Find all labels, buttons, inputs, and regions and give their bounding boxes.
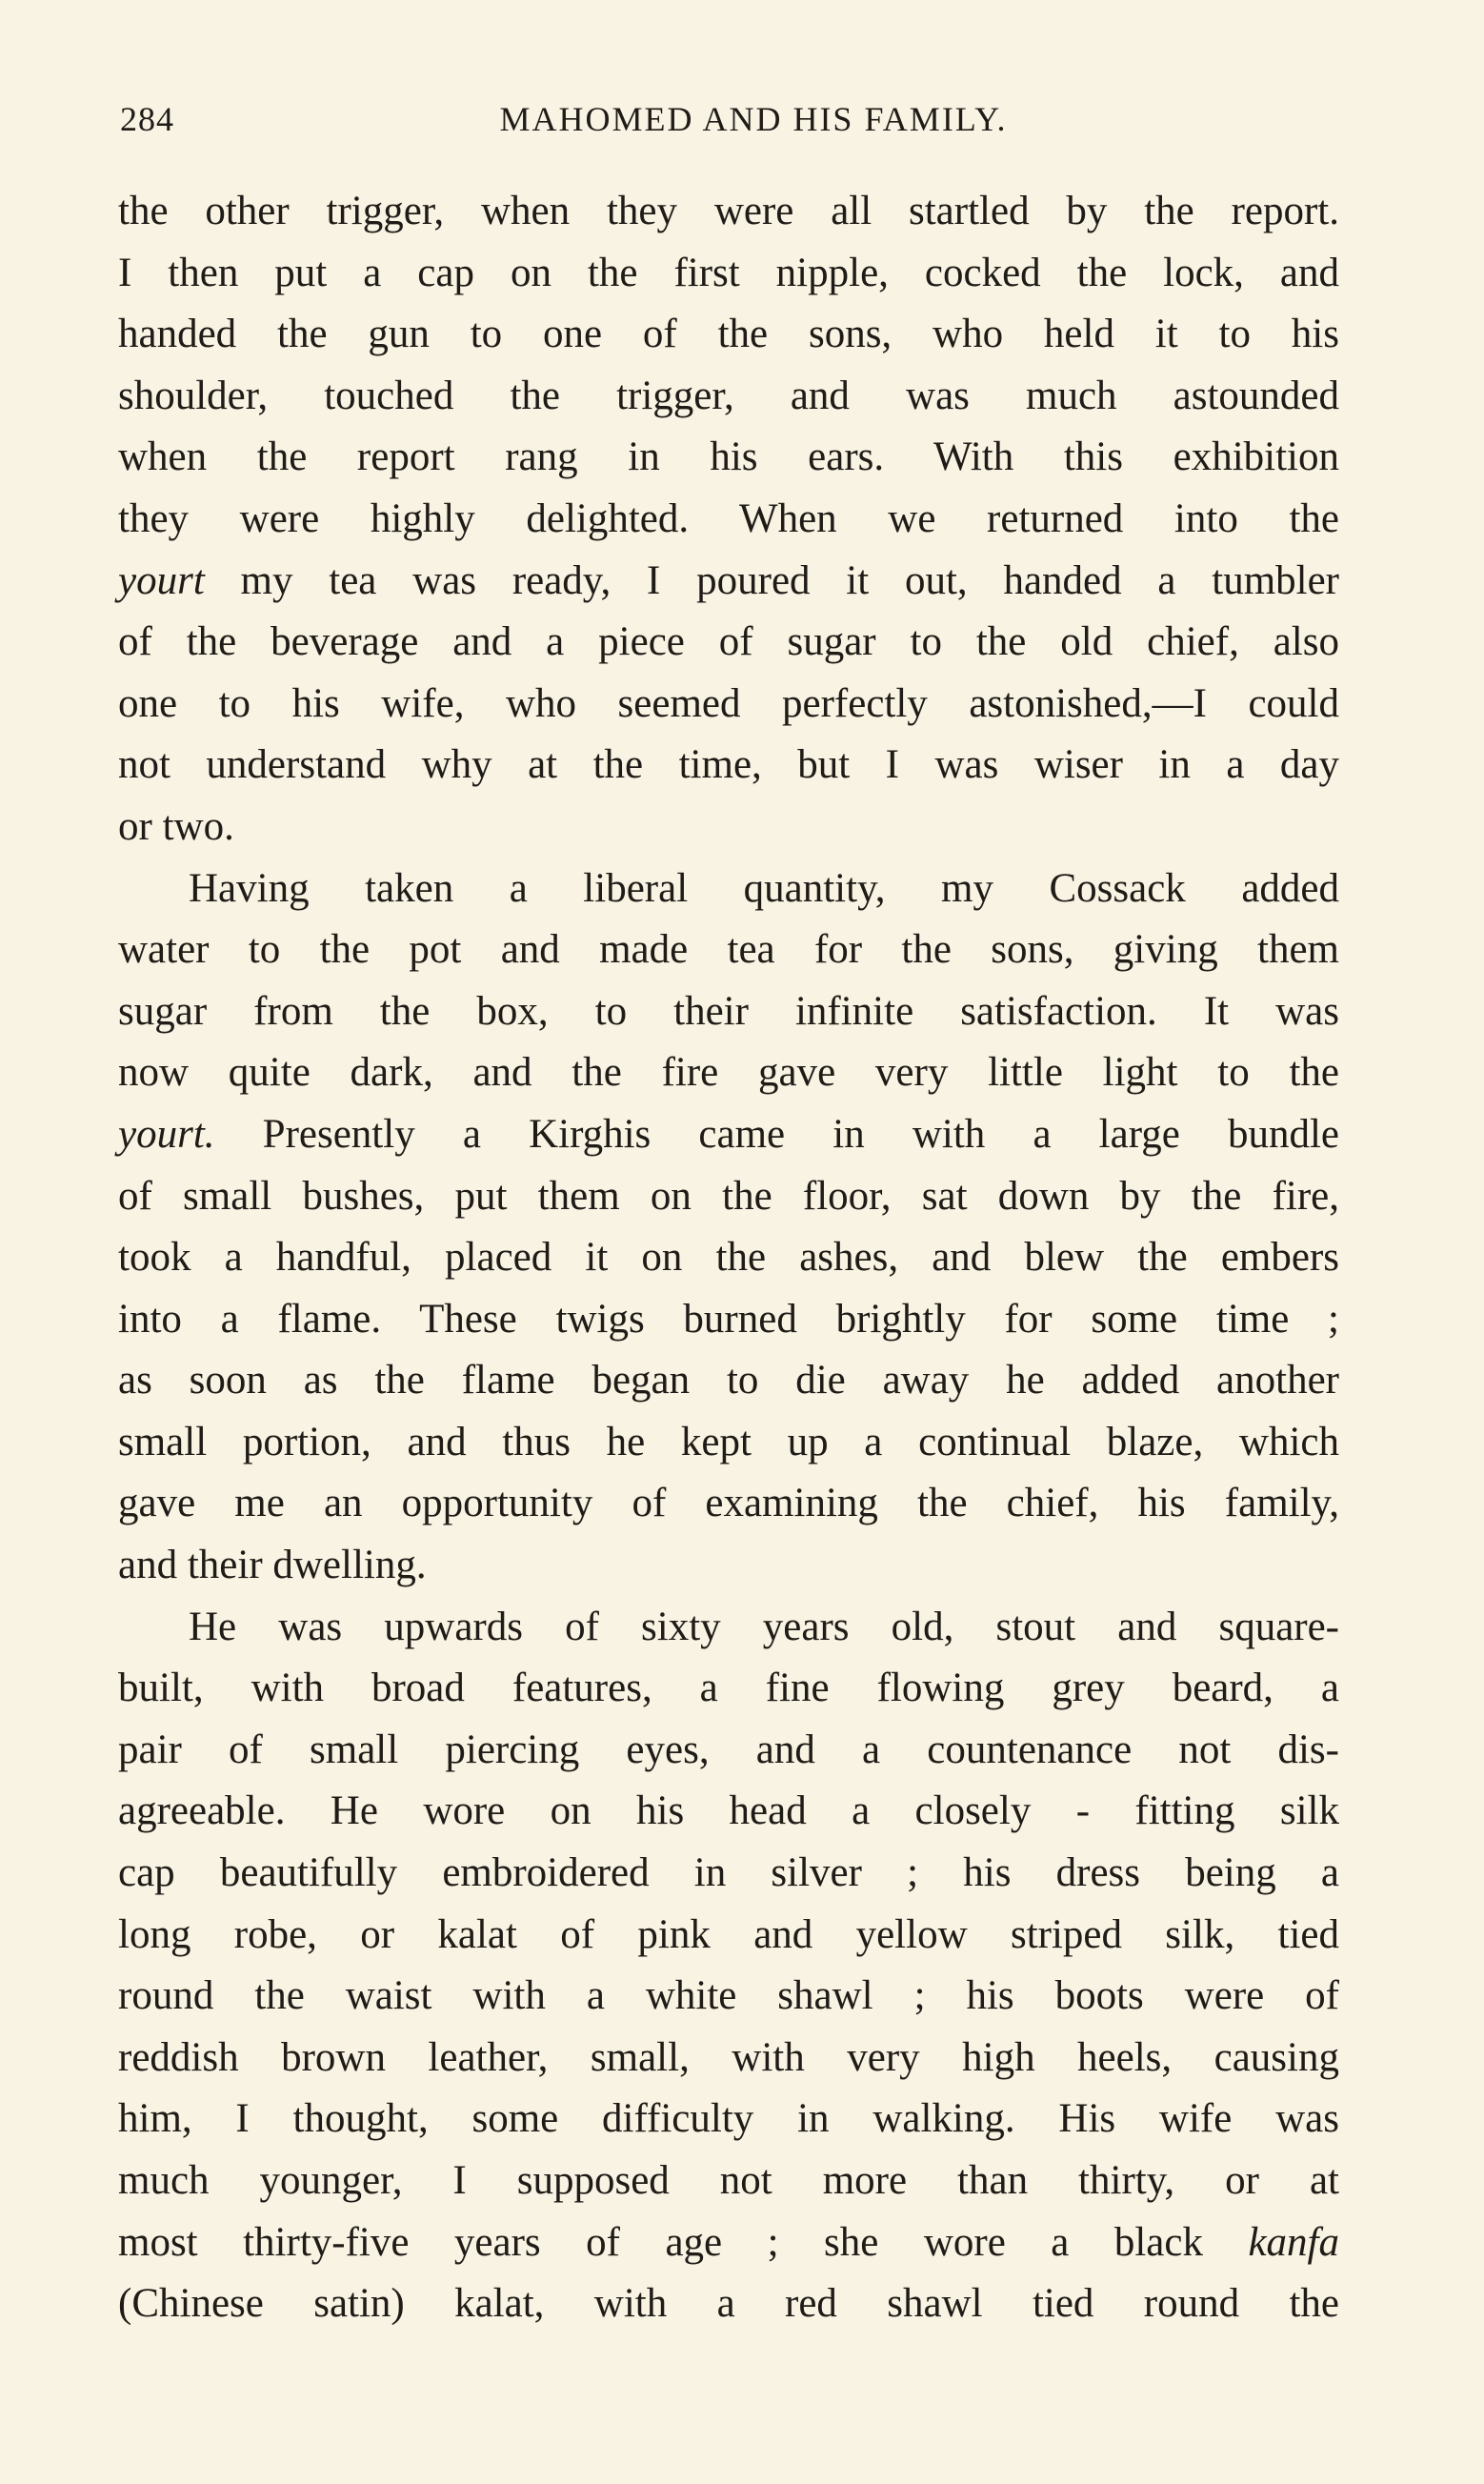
text-run: I then put a cap on the first nipple, cocked the lock, and bbox=[118, 250, 1339, 295]
text-run: reddish brown leather, small, with very high heels, causing bbox=[118, 2034, 1339, 2080]
text-run: Presently a Kirghis came in with a large bundle bbox=[214, 1111, 1339, 1157]
text-run: water to the pot and made tea for the sons, giving them bbox=[118, 927, 1339, 973]
text-run: most thirty-five years of age ; she wore a black bbox=[118, 2219, 1249, 2265]
text-line bbox=[118, 551, 1339, 613]
text-line bbox=[118, 735, 1339, 797]
text-run: when the report rang in his ears. With this exhibition bbox=[118, 434, 1339, 480]
text-line bbox=[118, 1658, 1339, 1720]
text-line bbox=[118, 1843, 1339, 1905]
text-line bbox=[118, 1166, 1339, 1228]
text-line bbox=[118, 919, 1339, 981]
text-run: my tea was ready, I poured it out, handed a tumbler bbox=[204, 557, 1339, 603]
text-run: (Chinese satin) kalat, with a red shawl tied round the bbox=[118, 2281, 1339, 2327]
text-run: pair of small piercing eyes, and a countenance not dis- bbox=[118, 1727, 1339, 1772]
text-line bbox=[118, 1473, 1339, 1535]
text-run: they were highly delighted. When we returned into the bbox=[118, 495, 1339, 541]
text-run: built, with broad features, a fine flowing grey beard, a bbox=[118, 1666, 1339, 1711]
text-line bbox=[118, 1720, 1339, 1782]
text-run: gave me an opportunity of examining the chief, his family, bbox=[118, 1481, 1339, 1526]
text-line bbox=[118, 1104, 1339, 1166]
text-run: now quite dark, and the fire gave very little light to the bbox=[118, 1050, 1339, 1096]
text-line bbox=[118, 612, 1339, 674]
text-run: one to his wife, who seemed perfectly astonished,—I could bbox=[118, 680, 1339, 726]
text-run: as soon as the flame began to die away he added another bbox=[118, 1358, 1339, 1404]
running-title: MAHOMED AND HIS FAMILY. bbox=[499, 100, 1008, 138]
text-run: the other trigger, when they were all startled by the report. bbox=[118, 189, 1339, 233]
text-run: and their dwelling. bbox=[118, 1543, 427, 1588]
italic-text: yourt bbox=[118, 557, 205, 603]
text-run: of the beverage and a piece of sugar to the old chief, also bbox=[118, 619, 1339, 665]
text-run: him, I thought, some difficulty in walking. His wife was bbox=[118, 2096, 1339, 2142]
text-run: round the waist with a white shawl ; his boots were of bbox=[118, 1973, 1339, 2019]
text-run: Having taken a liberal quantity, my Cossack added bbox=[189, 865, 1339, 911]
text-line bbox=[118, 243, 1339, 305]
text-line bbox=[118, 1966, 1339, 2028]
text-run: took a handful, placed it on the ashes, and blew the embers bbox=[118, 1235, 1339, 1281]
italic-text: kanfa bbox=[1248, 2219, 1339, 2265]
text-line bbox=[118, 2151, 1339, 2212]
text-run: of small bushes, put them on the floor, sat down by the fire, bbox=[118, 1173, 1339, 1219]
text-line bbox=[118, 2028, 1339, 2090]
text-line bbox=[118, 2212, 1339, 2274]
text-line bbox=[118, 858, 1339, 920]
text-line bbox=[118, 1289, 1339, 1351]
text-line bbox=[118, 489, 1339, 551]
text-run: into a flame. These twigs burned brightly for some time ; bbox=[118, 1296, 1339, 1342]
text-run: He was upwards of sixty years old, stout and square- bbox=[189, 1604, 1339, 1649]
text-line bbox=[118, 1350, 1339, 1412]
running-head bbox=[120, 99, 1349, 147]
text-run: not understand why at the time, but I was wiser in a day bbox=[118, 742, 1339, 788]
text-line bbox=[118, 981, 1339, 1043]
italic-text: yourt. bbox=[118, 1111, 215, 1157]
text-run: handed the gun to one of the sons, who held it to his bbox=[118, 312, 1339, 357]
text-line bbox=[118, 427, 1339, 489]
text-line bbox=[118, 674, 1339, 736]
text-run: sugar from the box, to their infinite satisfaction. It was bbox=[118, 988, 1339, 1034]
text-line bbox=[118, 2089, 1339, 2151]
text-run: cap beautifully embroidered in silver ; his dress being a bbox=[118, 1850, 1339, 1896]
text-line bbox=[118, 304, 1339, 366]
text-line bbox=[118, 797, 1339, 858]
text-line bbox=[118, 181, 1339, 243]
text-line bbox=[118, 1535, 1339, 1597]
text-line bbox=[118, 2273, 1339, 2335]
text-run: long robe, or kalat of pink and yellow striped silk, tied bbox=[118, 1911, 1339, 1957]
body-text bbox=[118, 181, 1339, 2335]
text-run: or two. bbox=[118, 803, 234, 849]
text-line bbox=[118, 366, 1339, 428]
text-line bbox=[118, 1781, 1339, 1843]
text-line bbox=[118, 1597, 1339, 1659]
text-line bbox=[118, 1227, 1339, 1289]
text-run: small portion, and thus he kept up a continual blaze, which bbox=[118, 1419, 1339, 1464]
text-line bbox=[118, 1905, 1339, 1967]
text-run: agreeable. He wore on his head a closely - fitting silk bbox=[118, 1788, 1339, 1834]
text-line bbox=[118, 1042, 1339, 1104]
page-number: 284 bbox=[120, 100, 174, 138]
text-line bbox=[118, 1412, 1339, 1474]
text-run: much younger, I supposed not more than thirty, or at bbox=[118, 2158, 1339, 2203]
text-run: shoulder, touched the trigger, and was much astounded bbox=[118, 373, 1339, 418]
